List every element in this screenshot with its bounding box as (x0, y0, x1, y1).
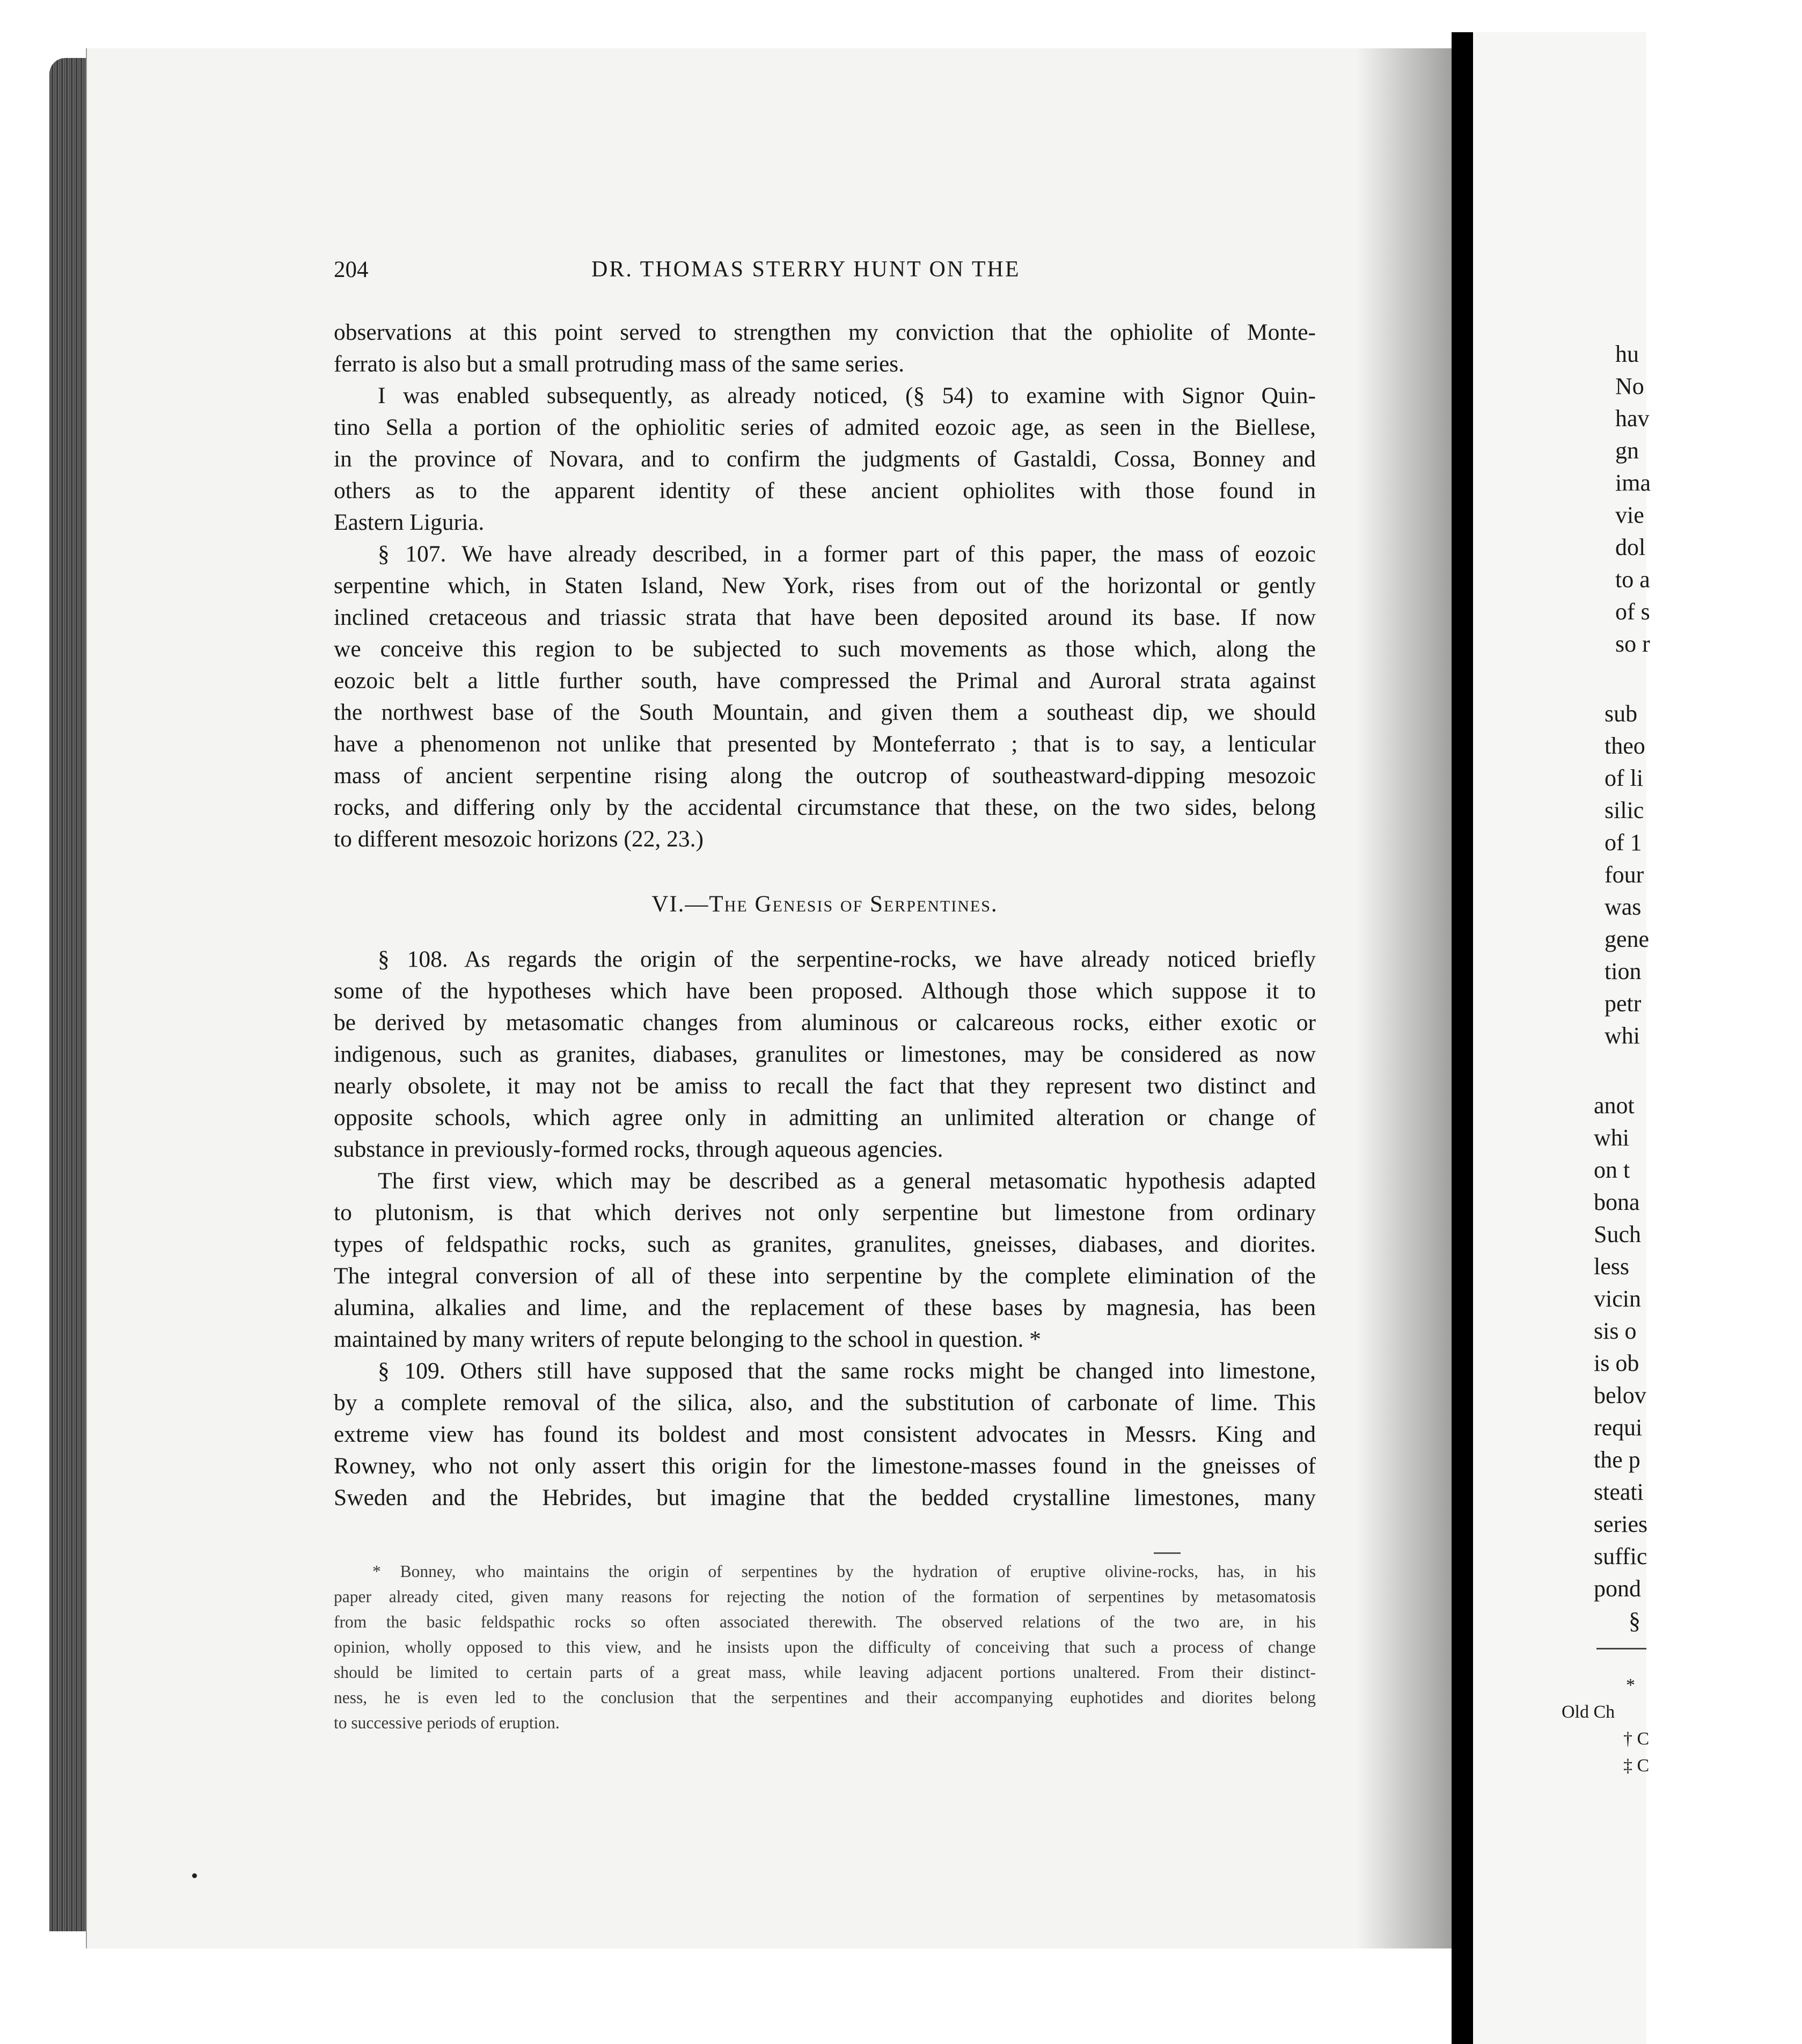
right-page (1473, 32, 1651, 2044)
right-page-fragment: tion (1605, 958, 1642, 984)
right-page-fragment: ‡ C (1623, 1756, 1650, 1776)
text-line: § 108. As regards the origin of the serpentine-rocks, we have already noticed briefly (378, 946, 1316, 972)
text-line: types of feldspathic rocks, such as granites, granulites, gneisses, diabases, and diorites. (334, 1231, 1316, 1257)
text-line: I was enabled subsequently, as already noticed, (§ 54) to examine with Signor Quin- (378, 383, 1316, 408)
text-line: Sweden and the Hebrides, but imagine that the bedded crystalline limestones, many (334, 1485, 1316, 1510)
footnote-line: * Bonney, who maintains the origin of serpentines by the hydration of eruptive olivine-rocks, has, in his (372, 1562, 1316, 1581)
right-page-fragment: whi (1605, 1023, 1640, 1049)
text-line: The first view, which may be described as a general metasomatic hypothesis adapted (378, 1168, 1316, 1194)
footnote-line: from the basic feldspathic rocks so often associated therewith. The observed relations of the two are, in his (334, 1612, 1316, 1631)
text-line: others as to the apparent identity of these ancient ophiolites with those found in (334, 478, 1316, 503)
text-line: maintained by many writers of repute belonging to the school in question. * (334, 1326, 1042, 1352)
right-page-fragment: petr (1605, 990, 1642, 1017)
text-line: be derived by metasomatic changes from aluminous or calcareous rocks, either exotic or (334, 1010, 1316, 1035)
right-page-fragment: hav (1615, 405, 1650, 432)
text-line: opposite schools, which agree only in admitting an unlimited alteration or change of (334, 1105, 1316, 1130)
text-line: serpentine which, in Staten Island, New York, rises from out of the horizontal or gently (334, 573, 1316, 598)
right-page-fragment: pond (1594, 1575, 1641, 1602)
right-page-fragment: so r (1615, 631, 1650, 657)
text-line: tino Sella a portion of the ophiolitic series of admited eozoic age, as seen in the Biellese, (334, 414, 1316, 440)
right-page-fragment: steati (1594, 1479, 1644, 1505)
running-head (334, 257, 1316, 289)
right-page-fragment: the p (1594, 1447, 1640, 1473)
right-page-fragment: dol (1615, 534, 1646, 560)
text-line: the northwest base of the South Mountain, and given them a southeast dip, we should (334, 699, 1316, 725)
section-heading: VI.—The Genesis of Serpentines. (651, 892, 998, 917)
text-line: we conceive this region to be subjected to such movements as those which, along the (334, 636, 1316, 662)
right-page-fragment: to a (1615, 566, 1650, 593)
text-line: The integral conversion of all of these into serpentine by the complete elimination of the (334, 1263, 1316, 1289)
right-page-fragment: gene (1605, 926, 1650, 952)
scan-speck (192, 1873, 197, 1878)
text-line: ferrato is also but a small protruding mass of the same series. (334, 351, 905, 377)
text-line: Rowney, who not only assert this origin for the limestone-masses found in the gneisses of (334, 1453, 1316, 1479)
right-page-fragment: sis o (1594, 1318, 1637, 1344)
right-page-fragment: Such (1594, 1221, 1641, 1247)
text-line: § 107. We have already described, in a former part of this paper, the mass of eozoic (378, 541, 1316, 567)
right-page-fragment: series (1594, 1511, 1648, 1537)
running-title: DR. THOMAS STERRY HUNT ON THE (591, 257, 1021, 282)
footnote-rule (1154, 1552, 1181, 1554)
text-line: inclined cretaceous and triassic strata that have been deposited around its base. If now (334, 604, 1316, 630)
right-page-fragment: vicin (1594, 1286, 1641, 1312)
right-page-fragment: of s (1615, 598, 1650, 625)
right-page-fragment: whi (1594, 1125, 1629, 1151)
right-page-fragment: vie (1615, 502, 1644, 528)
book-page-edges (49, 58, 87, 1931)
footnote-line: to successive periods of eruption. (334, 1713, 560, 1732)
text-line: extreme view has found its boldest and most consistent advocates in Messrs. King and (334, 1421, 1316, 1447)
right-page-fragment: silic (1605, 797, 1644, 823)
text-line: eozoic belt a little further south, have compressed the Primal and Auroral strata against (334, 668, 1316, 694)
right-page-fragment: theo (1605, 733, 1645, 759)
right-page-fragment: * (1626, 1675, 1635, 1695)
right-page-fragment: is ob (1594, 1350, 1639, 1376)
footnote-line: opinion, wholly opposed to this view, and he insists upon the difficulty of conceiving that such a process of change (334, 1638, 1316, 1656)
right-page-fragment: bona (1594, 1189, 1640, 1215)
text-line: nearly obsolete, it may not be amiss to recall the fact that they represent two distinct and (334, 1073, 1316, 1099)
text-line: to different mesozoic horizons (22, 23.) (334, 826, 704, 852)
text-line: alumina, alkalies and lime, and the replacement of these bases by magnesia, has been (334, 1295, 1316, 1320)
right-page-fragment: of li (1605, 765, 1644, 791)
text-line: observations at this point served to strengthen my conviction that the ophiolite of Monte- (334, 319, 1316, 345)
right-page-fragment: † C (1623, 1729, 1650, 1749)
text-line: rocks, and differing only by the accidental circumstance that these, on the two sides, belong (334, 794, 1316, 820)
right-page-fragment: four (1605, 862, 1644, 888)
right-page-fragment: § (1629, 1608, 1640, 1634)
right-page-fragment: requi (1594, 1414, 1643, 1441)
right-page-fragment: sub (1605, 700, 1638, 727)
right-page-fragment: less (1594, 1253, 1629, 1280)
right-page-fragment: suffic (1594, 1543, 1647, 1570)
footnote-line: ness, he is even led to the conclusion that the serpentines and their accompanying euphotides and diorites belong (334, 1688, 1316, 1707)
right-page-fragment: No (1615, 373, 1644, 399)
page-number: 204 (334, 257, 369, 282)
right-page-fragment: gn (1615, 437, 1639, 464)
text-line: some of the hypotheses which have been proposed. Although those which suppose it to (334, 978, 1316, 1004)
right-page-fragment: of 1 (1605, 829, 1642, 856)
text-line: substance in previously-formed rocks, through aqueous agencies. (334, 1136, 943, 1162)
right-page-fragment: anot (1594, 1092, 1635, 1119)
text-line: mass of ancient serpentine rising along the outcrop of southeastward-dipping mesozoic (334, 763, 1316, 789)
right-page-fragment: belov (1594, 1382, 1646, 1408)
text-line: by a complete removal of the silica, also, and the substitution of carbonate of lime. This (334, 1390, 1316, 1415)
right-page-fragment: hu (1615, 341, 1639, 367)
right-page-fragment: ima (1615, 470, 1651, 496)
text-line: have a phenomenon not unlike that presented by Monteferrato ; that is to say, a lenticular (334, 731, 1316, 757)
footnote-line: should be limited to certain parts of a great mass, while leaving adjacent portions unaltered. From their distinct- (334, 1663, 1316, 1682)
text-line: to plutonism, is that which derives not only serpentine but limestone from ordinary (334, 1200, 1316, 1225)
text-line: § 109. Others still have supposed that the same rocks might be changed into limestone, (378, 1358, 1316, 1384)
right-page-fragment: was (1605, 894, 1642, 920)
page-gutter (1452, 32, 1473, 2044)
right-footnote-rule (1596, 1648, 1646, 1649)
footnote-line: paper already cited, given many reasons for rejecting the notion of the formation of serpentines by metasomatosis (334, 1587, 1316, 1606)
right-page-fragment: Old Ch (1562, 1702, 1615, 1722)
text-line: Eastern Liguria. (334, 509, 485, 535)
text-line: indigenous, such as granites, diabases, granulites or limestones, may be considered as now (334, 1041, 1316, 1067)
text-line: in the province of Novara, and to confirm the judgments of Gastaldi, Cossa, Bonney and (334, 446, 1316, 472)
right-page-fragment: on t (1594, 1157, 1630, 1183)
